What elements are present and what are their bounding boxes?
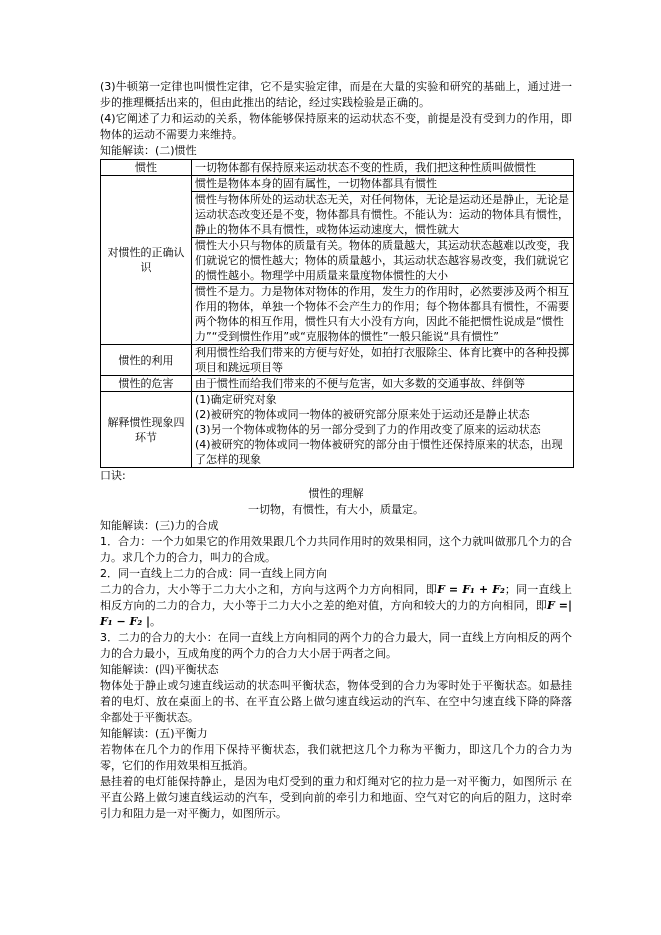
- list-item: (1)确定研究对象: [195, 393, 277, 406]
- table-cell: 利用惯性给我们带来的方便与好处，如拍打衣服除尘、体育比赛中的各种投掷项目和跳远项目等: [192, 345, 574, 376]
- table-cell-label: 对惯性的正确认识: [101, 176, 192, 345]
- equation-sum: F = F₁ + F₂: [437, 583, 505, 596]
- intro-paragraph-3: (3)牛顿第一定律也叫惯性定律，它不是实验定律，而是在大量的实验和研究的基础上，通过进一步的推理概括出来的，但由此推出的结论，经过实践检验是正确的。: [100, 80, 572, 109]
- list-item: (2)被研究的物体或同一物体的被研究部分原来处于运动还是静止状态: [195, 408, 530, 421]
- balanced-forces-paragraph-2: 悬挂着的电灯能保持静止，是因为电灯受到的重力和灯绳对它的拉力是一对平衡力，如图所示 在平直公路上做匀速直线运动的汽车，受到向前的牵引力和地面、空气对它的向后的阻力，这时牵引力和阻力是一对平衡力，如图所示。: [100, 775, 572, 820]
- table-cell: [192, 392, 574, 468]
- table-cell: 惯性与物体所处的运动状态无关，对任何物体，无论是运动还是静止，无论是运动状态改变还是不变，物体都具有惯性。不能认为：运动的物体具有惯性，静止的物体不具有惯性，或物体运动速度大，惯性就大: [192, 192, 574, 238]
- equation-difference: F =| F₁ − F₂ |: [100, 599, 573, 628]
- composition-text-b: ；同一直线上相反方向的二力的合力，大小等于二力大小之差的绝对值，方向和较大的力的方向相同，即: [100, 583, 573, 612]
- table-row: [101, 376, 574, 392]
- list-item: (3)另一个物体或物体的另一部分受到了力的作用改变了原来的运动状态: [195, 423, 541, 436]
- table-row: [101, 160, 574, 176]
- section-heading-equilibrium: 知能解读：(四)平衡状态: [100, 663, 219, 676]
- document-page: [100, 79, 572, 822]
- list-item: (4)被研究的物体或同一物体被研究的部分由于惯性还保持原来的状态，出现了怎样的现象: [195, 438, 563, 466]
- mnemonic-line: 一切物，有惯性，有大小，质量定。: [248, 503, 424, 516]
- composition-text-a: 二力的合力，大小等于二力大小之和，方向与这两个力方向相同，即: [100, 583, 438, 596]
- table-cell: 由于惯性而给我们带来的不便与危害，如大多数的交通事故、绊倒等: [192, 376, 574, 392]
- table-row: [101, 176, 574, 192]
- composition-paragraph-1: 1．合力：一个力如果它的作用效果跟几个力共同作用时的效果相同，这个力就叫做那几个力的合力。求几个力的合力，叫力的合成。: [100, 535, 572, 564]
- table-cell: 惯性不是力。力是物体对物体的作用，发生力的作用时，必然要涉及两个相互作用的物体，单独一个物体不会产生力的作用；每个物体都具有惯性，不需要两个物体的相互作用，惯性只有大小没有方向，因此不能把惯性说成是“惯性力”“受到惯性作用”或“克服物体的惯性”一般只能说“具有惯性”: [192, 284, 574, 345]
- table-cell-label: 惯性的利用: [101, 345, 192, 376]
- composition-paragraph-3: [100, 582, 572, 630]
- table-cell-label: 惯性: [101, 160, 192, 176]
- composition-text-c: 。: [149, 615, 161, 628]
- table-cell: 惯性大小只与物体的质量有关。物体的质量越大，其运动状态越难以改变，我们就说它的惯性越大；物体的质量越小，其运动状态越容易改变，我们就说它的惯性越小。物理学中用质量来量度物体惯性的大小: [192, 238, 574, 284]
- section-heading-composition: 知能解读：(三)力的合成: [100, 519, 219, 532]
- mnemonic-title: 惯性的理解: [308, 487, 364, 500]
- composition-paragraph-2: 2．同一直线上二力的合成：同一直线上同方向: [100, 567, 327, 580]
- mnemonic-label: 口诀:: [100, 469, 126, 482]
- section-heading-inertia: 知能解读：(二)惯性: [100, 144, 197, 157]
- table-cell: 一切物体都有保持原来运动状态不变的性质，我们把这种性质叫做惯性: [192, 160, 574, 176]
- equilibrium-paragraph: 物体处于静止或匀速直线运动的状态叫平衡状态，物体受到的合力为零时处于平衡状态。如悬挂着的电灯、放在桌面上的书、在平直公路上做匀速直线运动的汽车、在空中匀速直线下降的降落伞都处于平衡状态。: [100, 679, 572, 724]
- composition-paragraph-4: 3．二力的合力的大小：在同一直线上方向相同的两个力的合力最大，同一直线上方向相反的两个力的合力最小，互成角度的两个力的合力大小居于两者之间。: [100, 631, 572, 660]
- table-cell-label: 惯性的危害: [101, 376, 192, 392]
- table-row: [101, 345, 574, 376]
- section-heading-balanced-forces: 知能解读：(五)平衡力: [100, 727, 208, 740]
- intro-paragraph-4: (4)它阐述了力和运动的关系，物体能够保持原来的运动状态不变，前提是没有受到力的作用，即物体的运动不需要力来维持。: [100, 112, 572, 141]
- inertia-table: [100, 159, 574, 468]
- table-cell-label: 解释惯性现象四环节: [101, 392, 192, 468]
- balanced-forces-paragraph-1: 若物体在几个力的作用下保持平衡状态，我们就把这几个力称为平衡力，即这几个力的合力为零，它们的作用效果相互抵消。: [100, 743, 572, 772]
- table-row: [101, 392, 574, 468]
- table-cell: 惯性是物体本身的固有属性，一切物体都具有惯性: [192, 176, 574, 192]
